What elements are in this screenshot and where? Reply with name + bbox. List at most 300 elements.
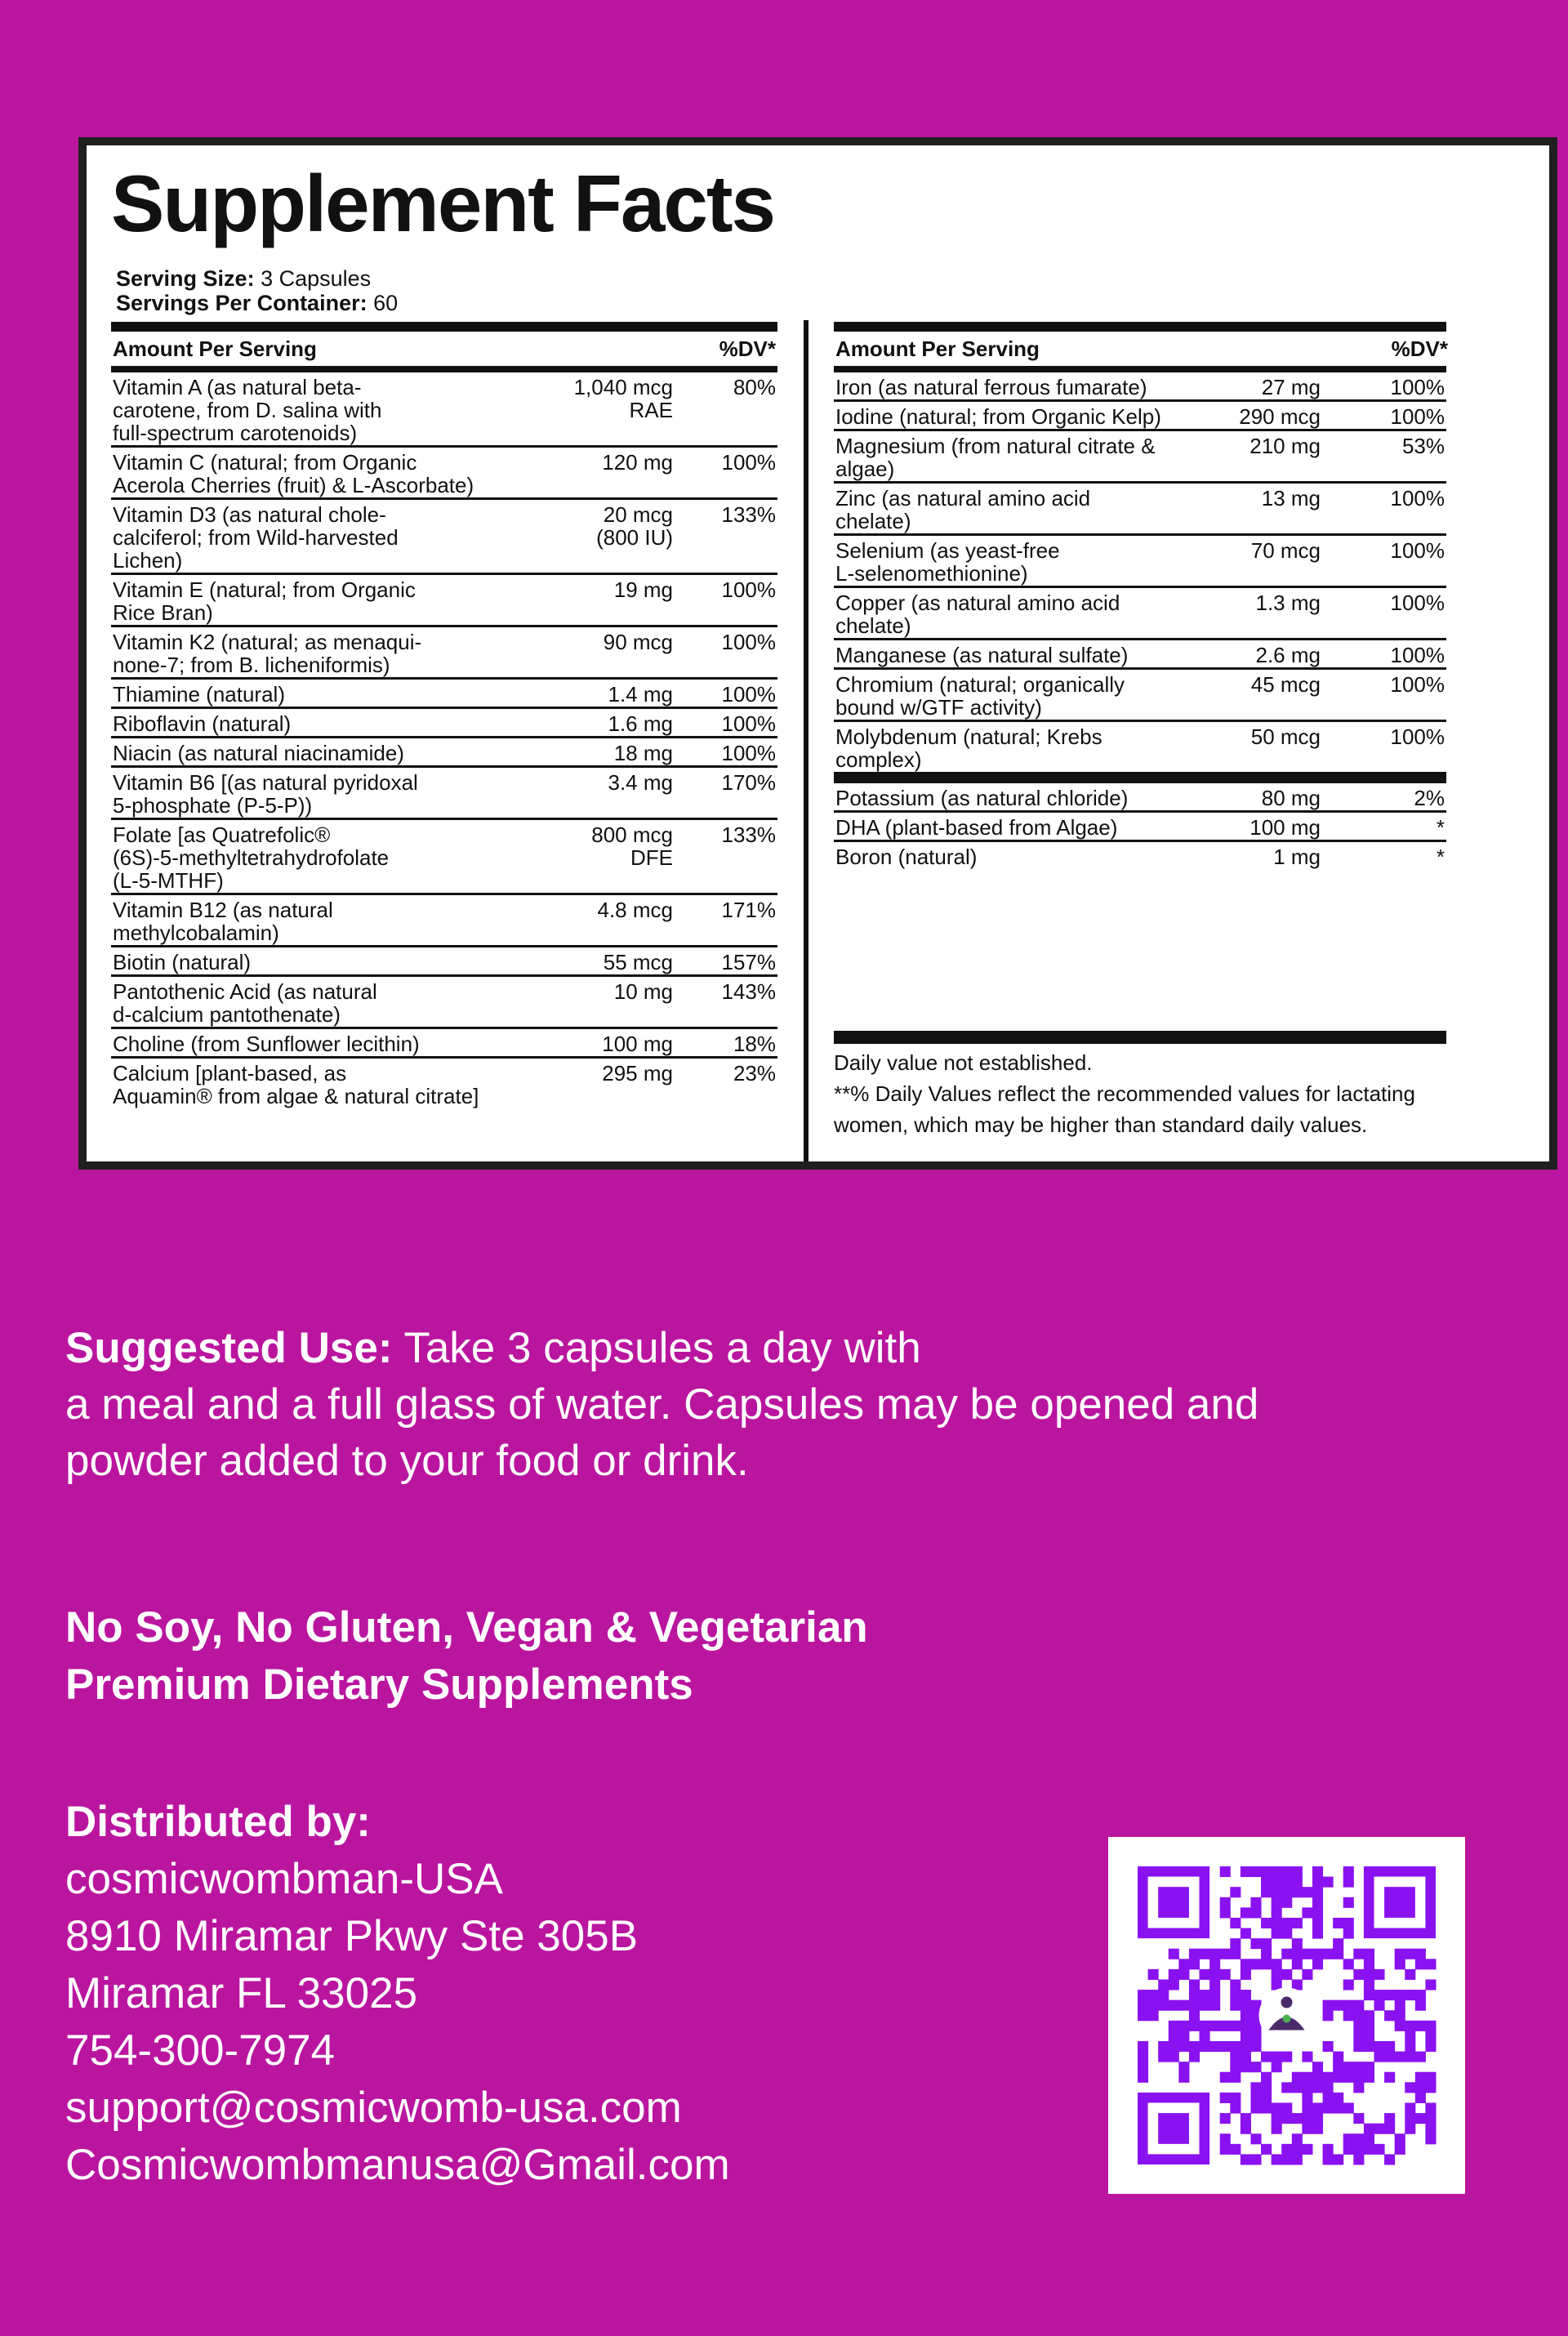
qr-module: [1200, 1969, 1210, 1980]
qr-module: [1241, 1907, 1251, 1918]
qr-module: [1281, 2154, 1292, 2164]
qr-module: [1312, 1928, 1323, 1939]
nutrient-amount-line: RAE: [629, 398, 673, 422]
qr-module: [1353, 2072, 1364, 2083]
nutrient-name-line: Niacin (as natural niacinamide): [113, 741, 404, 765]
qr-module: [1343, 1979, 1354, 1990]
qr-module: [1343, 1959, 1354, 1969]
qr-module: [1333, 2000, 1343, 2011]
qr-module: [1250, 2133, 1261, 2144]
nutrient-dv: 100%: [721, 711, 776, 736]
qr-module: [1138, 2041, 1148, 2052]
nutrient-amount: [510, 1032, 673, 1055]
nutrient-amount: [1190, 435, 1321, 457]
nutrient-row: [834, 813, 1446, 842]
qr-module: [1323, 1877, 1334, 1888]
qr-module: [1395, 1949, 1405, 1959]
product-claims: [65, 1599, 868, 1714]
distributor-email-gmail[interactable]: Cosmicwombmanusa@Gmail.com: [65, 2141, 730, 2189]
nutrient-name-line: Potassium (as natural chloride): [835, 786, 1129, 810]
qr-module: [1395, 2010, 1405, 2021]
qr-module: [1292, 2072, 1303, 2083]
suggested-use-line-2: a meal and a full glass of water. Capsules may be opened and: [65, 1380, 1259, 1429]
qr-module: [1425, 2113, 1436, 2124]
qr-module: [1209, 2000, 1220, 2011]
nutrient-name-line: Iodine (natural; from Organic Kelp): [835, 404, 1161, 429]
footnote-not-established: Daily value not established.: [834, 1050, 1093, 1075]
qr-module: [1353, 2041, 1364, 2052]
left-nutrient-column: [111, 322, 777, 1108]
qr-module: [1200, 1990, 1210, 2000]
qr-module: [1230, 2062, 1241, 2072]
nutrient-dv: 100%: [1390, 643, 1445, 667]
nutrient-amount: [510, 683, 673, 706]
qr-module: [1189, 2041, 1200, 2052]
qr-module: [1281, 1949, 1292, 1959]
qr-module: [1405, 2041, 1415, 2052]
qr-module: [1281, 1866, 1292, 1877]
qr-module: [1189, 2010, 1200, 2021]
qr-module: [1364, 2144, 1374, 2155]
claims-line-2: Premium Dietary Supplements: [65, 1661, 693, 1709]
nutrient-dv: 100%: [721, 577, 776, 602]
qr-module: [1364, 1969, 1374, 1980]
nutrient-amount-line: 290 mcg: [1239, 404, 1321, 429]
nutrient-name-line: Molybdenum (natural; Krebs: [835, 724, 1102, 749]
nutrient-row: [834, 536, 1446, 588]
qr-module: [1250, 2154, 1261, 2164]
qr-module: [1292, 1866, 1303, 1877]
nutrient-row: [111, 947, 777, 977]
qr-module: [1178, 2031, 1189, 2041]
qr-module: [1343, 1928, 1354, 1939]
qr-module: [1353, 2010, 1364, 2021]
qr-module: [1323, 1949, 1334, 1959]
nutrient-amount-line: 1.6 mg: [608, 711, 673, 736]
qr-module: [1364, 2031, 1374, 2041]
qr-module: [1395, 2021, 1405, 2031]
nutrient-name-line: Iron (as natural ferrous fumarate): [835, 375, 1147, 399]
header-amount: Amount Per Serving: [113, 336, 317, 361]
qr-module: [1292, 2113, 1303, 2124]
nutrient-name-line: d-calcium pantothenate): [113, 1002, 341, 1027]
qr-module: [1241, 2031, 1251, 2041]
qr-module: [1292, 2154, 1303, 2164]
qr-module: [1405, 2082, 1415, 2093]
qr-module: [1384, 2072, 1395, 2083]
nutrient-name-line: Magnesium (from natural citrate &: [835, 434, 1156, 458]
qr-module: [1415, 2113, 1426, 2124]
servings-per-container-value: 60: [373, 291, 399, 315]
nutrient-row: [111, 709, 777, 738]
qr-module: [1425, 2133, 1436, 2144]
qr-module: [1353, 2154, 1364, 2164]
supplement-facts-panel: [78, 137, 1557, 1170]
nutrient-dv: 157%: [721, 950, 776, 974]
footnote-daily-values-1: **% Daily Values reflect the recommended values for lactating: [834, 1081, 1415, 1106]
nutrient-amount-line: 55 mcg: [603, 950, 673, 974]
qr-module: [1312, 2062, 1323, 2072]
qr-module: [1178, 2000, 1189, 2011]
qr-module: [1169, 2052, 1179, 2062]
nutrient-amount-line: DFE: [630, 845, 673, 870]
nutrient-name-line: Riboflavin (natural): [113, 711, 292, 736]
nutrient-dv: 100%: [1390, 672, 1445, 697]
qr-module: [1138, 1990, 1148, 2000]
qr-module: [1230, 2041, 1241, 2052]
qr-module: [1261, 1866, 1272, 1877]
qr-module: [1323, 2144, 1334, 2155]
qr-module: [1302, 1887, 1312, 1897]
qr-module: [1178, 2041, 1189, 2052]
qr-module: [1189, 1990, 1200, 2000]
qr-module: [1312, 1959, 1323, 1969]
qr-module: [1138, 2062, 1148, 2072]
qr-module: [1364, 2010, 1374, 2021]
qr-module: [1138, 2000, 1148, 2011]
qr-module: [1312, 2072, 1323, 2083]
nutrient-amount-line: 295 mg: [602, 1061, 673, 1086]
qr-module: [1353, 2144, 1364, 2155]
qr-module: [1200, 2041, 1210, 2052]
qr-module: [1169, 2000, 1179, 2011]
nutrient-dv: *: [1436, 815, 1445, 840]
qr-module: [1281, 1887, 1292, 1897]
nutrient-name-line: 5-phosphate (P-5-P)): [113, 793, 313, 818]
qr-module: [1323, 2041, 1334, 2052]
qr-module: [1220, 1866, 1231, 1877]
nutrient-name: [835, 405, 1190, 428]
nutrient-name: [113, 742, 510, 765]
nutrient-row: [111, 500, 777, 575]
nutrient-dv: 100%: [721, 741, 776, 765]
nutrient-row: [111, 738, 777, 768]
nutrient-name: [835, 376, 1190, 399]
qr-module: [1178, 1959, 1189, 1969]
qr-module: [1395, 1959, 1405, 1969]
qr-module: [1292, 1959, 1303, 1969]
nutrient-name-line: calciferol; from Wild-harvested: [113, 525, 399, 550]
qr-module: [1415, 2021, 1426, 2031]
nutrient-amount: [1190, 405, 1321, 428]
qr-module: [1364, 2133, 1374, 2144]
qr-module: [1241, 2021, 1251, 2031]
qr-module: [1272, 1897, 1282, 1908]
nutrient-row: [111, 977, 777, 1029]
qr-module: [1374, 2000, 1384, 2011]
nutrient-name-line: Vitamin B6 [(as natural pyridoxal: [113, 770, 418, 795]
qr-module: [1148, 1990, 1159, 2000]
qr-module: [1374, 1969, 1384, 1980]
qr-module: [1343, 2000, 1354, 2011]
qr-module: [1241, 1928, 1251, 1939]
nutrient-name-line: methylcobalamin): [113, 921, 279, 945]
qr-module: [1333, 1949, 1343, 1959]
qr-module: [1261, 2052, 1272, 2062]
nutrient-amount-line: 20 mcg: [603, 502, 673, 527]
qr-module: [1230, 1979, 1241, 1990]
nutrient-name: [835, 435, 1190, 480]
qr-module: [1281, 1969, 1292, 1980]
nutrient-amount: [510, 771, 673, 794]
qr-module: [1323, 2102, 1334, 2113]
qr-module: [1230, 2072, 1241, 2083]
qr-module: [1189, 1949, 1200, 1959]
qr-module: [1384, 2052, 1395, 2062]
qr-module: [1353, 2133, 1364, 2144]
qr-module: [1323, 2082, 1334, 2093]
qr-module: [1343, 2102, 1354, 2113]
nutrient-amount: [510, 712, 673, 735]
qr-module: [1323, 2010, 1334, 2021]
qr-module: [1364, 1949, 1374, 1959]
nutrient-dv: 100%: [1390, 404, 1445, 429]
qr-module: [1272, 1866, 1282, 1877]
qr-module: [1292, 2133, 1303, 2144]
qr-module: [1241, 1990, 1251, 2000]
qr-module: [1343, 1866, 1354, 1877]
nutrient-row: [111, 372, 777, 448]
nutrient-amount: [1190, 725, 1321, 748]
qr-module: [1158, 2041, 1169, 2052]
qr-module: [1209, 2021, 1220, 2031]
qr-module: [1250, 1959, 1261, 1969]
qr-module: [1425, 2021, 1436, 2031]
header-rule: [111, 366, 777, 372]
qr-module: [1281, 2113, 1292, 2124]
nutrient-row: [834, 640, 1446, 670]
nutrient-amount: [1190, 787, 1321, 809]
qr-module: [1281, 2052, 1292, 2062]
nutrient-name-line: DHA (plant-based from Algae): [835, 815, 1118, 840]
distributor-info: [65, 1794, 730, 2194]
nutrient-name-line: Lichen): [113, 548, 183, 573]
nutrient-name: [113, 980, 510, 1026]
nutrient-amount-line: 80 mg: [1261, 786, 1321, 810]
nutrient-name: [835, 644, 1190, 666]
suggested-use-text-1: Take 3 capsules a day with: [403, 1324, 921, 1372]
qr-module: [1353, 2113, 1364, 2124]
nutrient-amount: [510, 823, 673, 869]
nutrient-row: [834, 402, 1446, 431]
nutrient-name-line: Vitamin D3 (as natural chole-: [113, 502, 386, 527]
qr-module: [1250, 1866, 1261, 1877]
qr-module: [1209, 1969, 1220, 1980]
qr-module: [1169, 2041, 1179, 2052]
nutrient-name-line: Thiamine (natural): [113, 682, 285, 707]
qr-module: [1169, 2021, 1179, 2031]
qr-module: [1189, 2052, 1200, 2062]
qr-module: [1230, 2000, 1241, 2011]
nutrient-row: [834, 372, 1446, 402]
qr-module: [1281, 1928, 1292, 1939]
nutrient-row: [111, 575, 777, 627]
nutrient-dv: 100%: [721, 682, 776, 707]
qr-module: [1312, 2102, 1323, 2113]
qr-module: [1395, 2133, 1405, 2144]
qr-module: [1292, 1877, 1303, 1888]
nutrient-name: [113, 823, 510, 892]
qr-module: [1250, 2093, 1261, 2103]
qr-module: [1241, 2041, 1251, 2052]
nutrient-name-line: (L-5-MTHF): [113, 868, 224, 893]
qr-module: [1343, 2133, 1354, 2144]
qr-module: [1250, 2102, 1261, 2113]
qr-module: [1323, 2154, 1334, 2164]
qr-module: [1333, 1938, 1343, 1949]
nutrient-row: [111, 1059, 777, 1108]
qr-module: [1148, 1969, 1159, 1980]
qr-module: [1169, 1949, 1179, 1959]
qr-module: [1323, 2072, 1334, 2083]
qr-module: [1364, 2062, 1374, 2072]
right-nutrient-column: [834, 322, 1536, 869]
qr-finder-center: [1158, 2113, 1189, 2144]
nutrient-amount: [1190, 487, 1321, 510]
nutrient-name-line: bound w/GTF activity): [835, 695, 1042, 720]
qr-module: [1302, 2052, 1312, 2062]
nutrient-dv: 100%: [721, 630, 776, 654]
nutrient-name: [113, 631, 510, 676]
nutrient-name-line: (6S)-5-methyltetrahydrofolate: [113, 845, 390, 870]
nutrient-row: [834, 431, 1446, 484]
qr-module: [1250, 2082, 1261, 2093]
qr-module: [1272, 1877, 1282, 1888]
qr-module: [1302, 2113, 1312, 2124]
qr-module: [1364, 1990, 1374, 2000]
nutrient-name: [113, 578, 510, 624]
nutrient-amount: [510, 980, 673, 1003]
nutrient-dv: 100%: [1390, 724, 1445, 749]
nutrient-amount: [1190, 673, 1321, 696]
footnote-rule: [834, 1031, 1446, 1044]
qr-module: [1189, 2021, 1200, 2031]
nutrient-dv: 133%: [721, 502, 776, 527]
nutrient-row: [111, 448, 777, 500]
column-top-rule: [834, 322, 1446, 332]
qr-module: [1261, 1938, 1272, 1949]
nutrient-row: [834, 842, 1446, 869]
distributor-email-support[interactable]: support@cosmicwomb-usa.com: [65, 2084, 682, 2132]
nutrient-name-line: Vitamin K2 (natural; as menaqui-: [113, 630, 422, 654]
nutrient-amount-line: 10 mg: [613, 979, 673, 1004]
nutrient-name-line: chelate): [835, 509, 911, 533]
qr-module: [1178, 2062, 1189, 2072]
nutrient-amount: [510, 742, 673, 765]
qr-module: [1250, 2031, 1261, 2041]
qr-finder-center: [1158, 1887, 1189, 1918]
nutrient-dv: 100%: [1390, 486, 1445, 510]
suggested-use: [65, 1320, 1454, 1489]
nutrient-amount-line: 1 mg: [1273, 845, 1321, 869]
qr-module: [1312, 1866, 1323, 1877]
qr-module: [1415, 2093, 1426, 2103]
qr-module: [1158, 2052, 1169, 2062]
qr-module: [1405, 2124, 1415, 2134]
suggested-use-label: Suggested Use:: [65, 1324, 393, 1372]
distributor-phone[interactable]: 754-300-7974: [65, 2026, 336, 2075]
qr-module: [1281, 1918, 1292, 1928]
qr-module: [1220, 2144, 1231, 2155]
nutrient-name-line: Vitamin C (natural; from Organic: [113, 450, 417, 475]
nutrient-amount-line: 100 mg: [1250, 815, 1321, 840]
nutrient-amount: [1190, 644, 1321, 666]
nutrient-name: [113, 503, 510, 572]
nutrient-row: [111, 680, 777, 709]
qr-module: [1230, 1949, 1241, 1959]
nutrient-amount-line: (800 IU): [596, 525, 673, 550]
nutrient-row: [111, 895, 777, 947]
nutrient-name: [835, 725, 1190, 771]
qr-module: [1261, 2144, 1272, 2155]
nutrient-row: [834, 588, 1446, 640]
qr-module: [1200, 2031, 1210, 2041]
suggested-use-line-1: [65, 1320, 1454, 1376]
qr-module: [1292, 2144, 1303, 2155]
qr-module: [1415, 2052, 1426, 2062]
qr-module: [1220, 1907, 1231, 1918]
nutrient-amount: [510, 451, 673, 474]
nutrient-name-line: Biotin (natural): [113, 950, 252, 974]
qr-module: [1343, 1918, 1354, 1928]
qr-module: [1189, 2000, 1200, 2011]
serving-size-value: 3 Capsules: [261, 266, 372, 291]
qr-module: [1405, 2113, 1415, 2124]
qr-module: [1261, 1887, 1272, 1897]
qr-module: [1220, 2072, 1231, 2083]
nutrient-name-line: Vitamin A (as natural beta-: [113, 375, 362, 399]
qr-module: [1364, 1959, 1374, 1969]
qr-module: [1395, 2144, 1405, 2155]
qr-module: [1241, 2000, 1251, 2011]
qr-code[interactable]: [1108, 1837, 1465, 2194]
qr-code-graphic: [1108, 1837, 1465, 2194]
nutrient-name-line: none-7; from B. licheniformis): [113, 653, 390, 677]
qr-module: [1312, 1887, 1323, 1897]
column-header: [111, 332, 777, 366]
panel-title: Supplement Facts: [111, 158, 775, 248]
qr-module: [1220, 2133, 1231, 2144]
qr-module: [1425, 2041, 1436, 2052]
nutrient-name: [113, 898, 510, 944]
qr-module: [1405, 2102, 1415, 2113]
left-nutrient-rows: [111, 372, 777, 1108]
qr-module: [1230, 1918, 1241, 1928]
qr-module: [1230, 2093, 1241, 2103]
qr-module: [1415, 1990, 1426, 2000]
qr-module: [1281, 1877, 1292, 1888]
qr-module: [1302, 1969, 1312, 1980]
qr-module: [1209, 1990, 1220, 2000]
qr-module: [1250, 1907, 1261, 1918]
qr-module: [1405, 2031, 1415, 2041]
nutrient-amount-line: 70 mcg: [1250, 538, 1321, 563]
qr-module: [1209, 2041, 1220, 2052]
qr-module: [1272, 2102, 1282, 2113]
nutrient-dv: *: [1436, 845, 1445, 869]
nutrient-row: [111, 768, 777, 820]
qr-module: [1230, 1938, 1241, 1949]
qr-module: [1292, 1918, 1303, 1928]
qr-logo-head: [1281, 1997, 1293, 2008]
qr-module: [1333, 2093, 1343, 2103]
nutrient-amount-line: 27 mg: [1261, 375, 1321, 399]
qr-module: [1230, 1990, 1241, 2000]
qr-module: [1405, 1969, 1415, 1980]
nutrient-name-line: chelate): [835, 613, 911, 638]
qr-module: [1302, 2093, 1312, 2103]
qr-module: [1415, 1959, 1426, 1969]
